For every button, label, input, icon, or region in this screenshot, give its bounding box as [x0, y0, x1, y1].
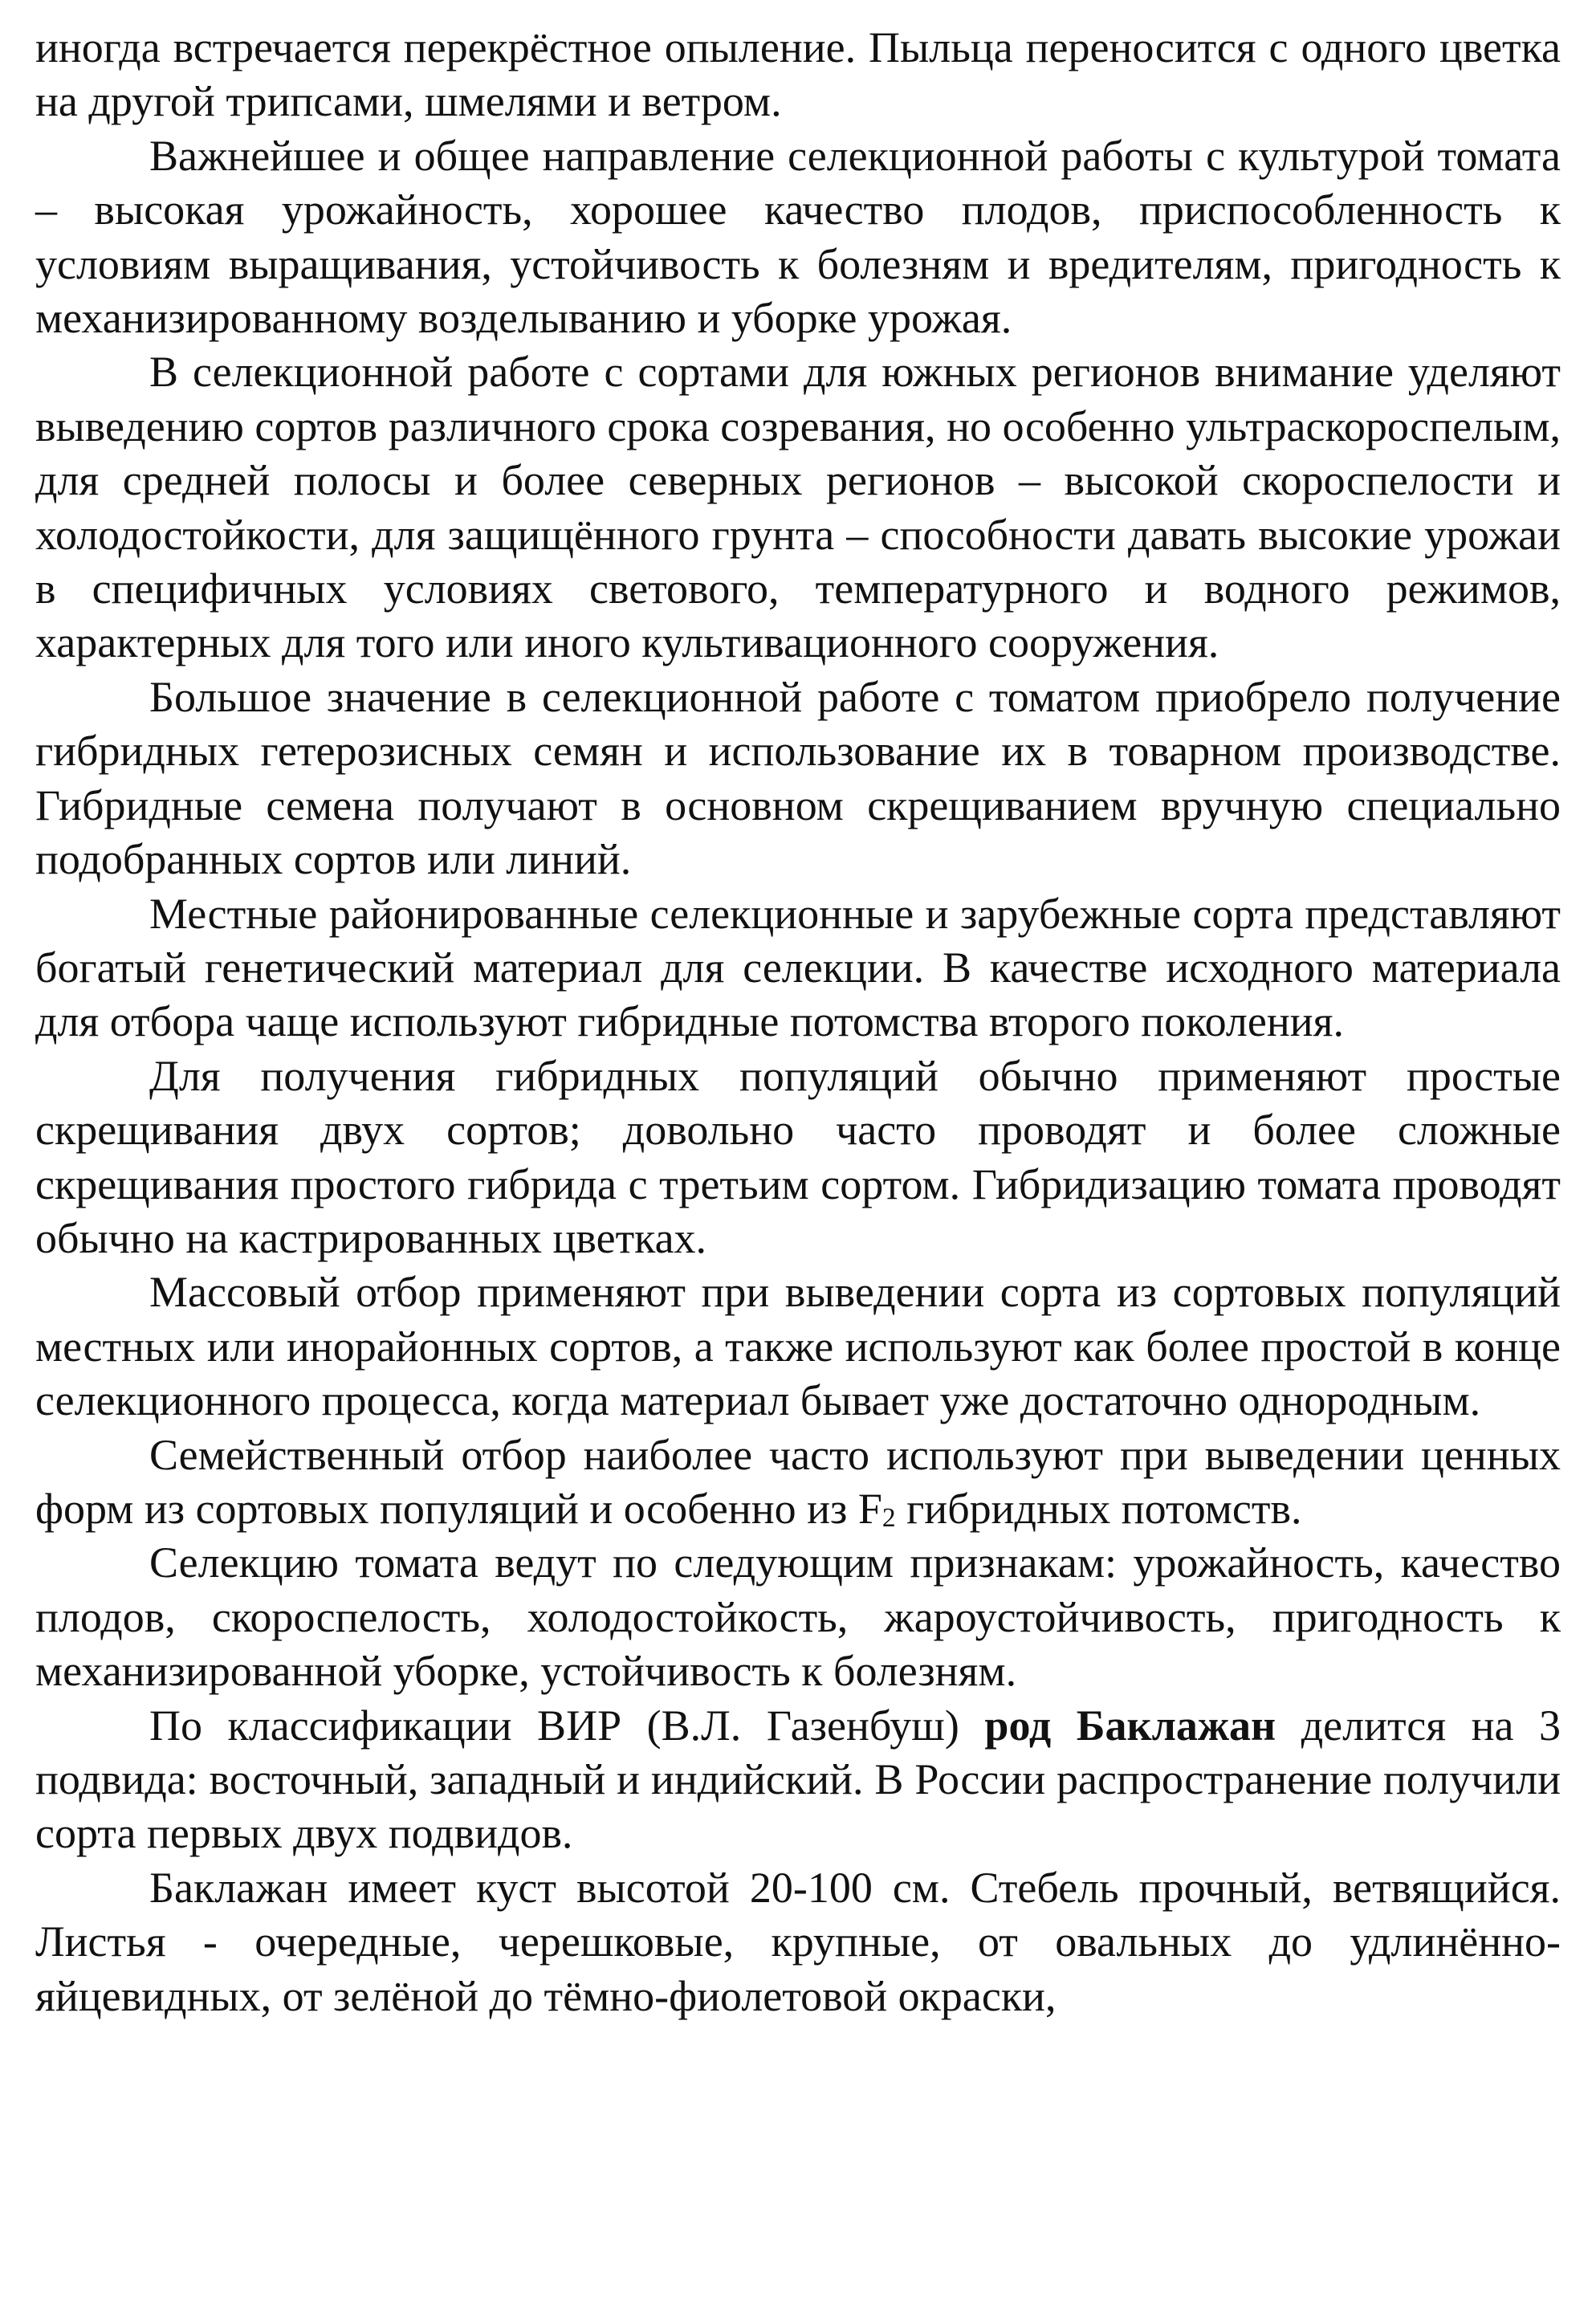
paragraph-mass-selection: Массовый отбор применяют при выведении сорта из сортовых популяций местных или инорайонных сортов, а также используют как более простой в конце селекционного процесса, когда материал бывает уже достаточно однородным. — [35, 1268, 1561, 1425]
paragraph-eggplant-description: Баклажан имеет куст высотой 20-100 см. Стебель прочный, ветвящийся. Листья - очередные, черешковые, крупные, от овальных до удлинённо-яйцевидных, от зелёной до тёмно-фиолетовой окраски, — [35, 1863, 1561, 2020]
genus-eggplant-term: род Баклажан — [984, 1701, 1276, 1750]
paragraph-eggplant-classification — [35, 1699, 1561, 1861]
paragraph-southern-regions: В селекционной работе с сортами для южных регионов внимание уделяют выведению сортов различного срока созревания, но особенно ультраскороспелым, для средней полосы и более северных регионов – высокой скороспелости и холодостойкости, для защищённого грунта – способности давать высокие урожаи в специфичных условиях светового, температурного и водного режимов, характерных для того или иного культивационного сооружения. — [35, 348, 1561, 667]
paragraph-pollination: иногда встречается перекрёстное опыление. Пыльца переносится с одного цветка на другой трипсами, шмелями и ветром. — [35, 23, 1561, 126]
classification-text-start: По классификации ВИР (В.Л. Газенбуш) — [149, 1701, 985, 1750]
classification-text-end: делится на 3 подвида: восточный, западный и индийский. В России распространение получили сорта первых двух подвидов. — [35, 1701, 1561, 1858]
paragraph-selection-direction: Важнейшее и общее направление селекционной работы с культурой томата – высокая урожайность, хорошее качество плодов, приспособленность к условиям выращивания, устойчивость к болезням и вредителям, пригодность к механизированному возделыванию и уборке урожая. — [35, 131, 1561, 343]
paragraph-selection-traits: Селекцию томата ведут по следующим признакам: урожайность, качество плодов, скороспелость, холодостойкость, жароустойчивость, пригодность к механизированной уборке, устойчивость к болезням. — [35, 1538, 1561, 1696]
paragraph-hybrid-populations: Для получения гибридных популяций обычно применяют простые скрещивания двух сортов; довольно часто проводят и более сложные скрещивания простого гибрида с третьим сортом. Гибридизацию томата проводят обычно на кастрированных цветках. — [35, 1051, 1561, 1262]
family-selection-text-end: гибридных потомств. — [895, 1484, 1302, 1533]
paragraph-family-selection — [35, 1428, 1561, 1537]
family-selection-text-start: Семейственный отбор наиболее часто используют при выведении ценных форм из сортовых популяций и особенно из F — [35, 1430, 1561, 1533]
paragraph-hybrid-seeds: Большое значение в селекционной работе с томатом приобрело получение гибридных гетерозисных семян и использование их в товарном производстве. Гибридные семена получают в основном скрещиванием вручную специально подобранных сортов или линий. — [35, 672, 1561, 884]
paragraph-genetic-material: Местные районированные селекционные и зарубежные сорта представляют богатый генетический материал для селекции. В качестве исходного материала для отбора чаще используют гибридные потомства второго поколения. — [35, 889, 1561, 1046]
f2-subscript: 2 — [881, 1502, 896, 1533]
